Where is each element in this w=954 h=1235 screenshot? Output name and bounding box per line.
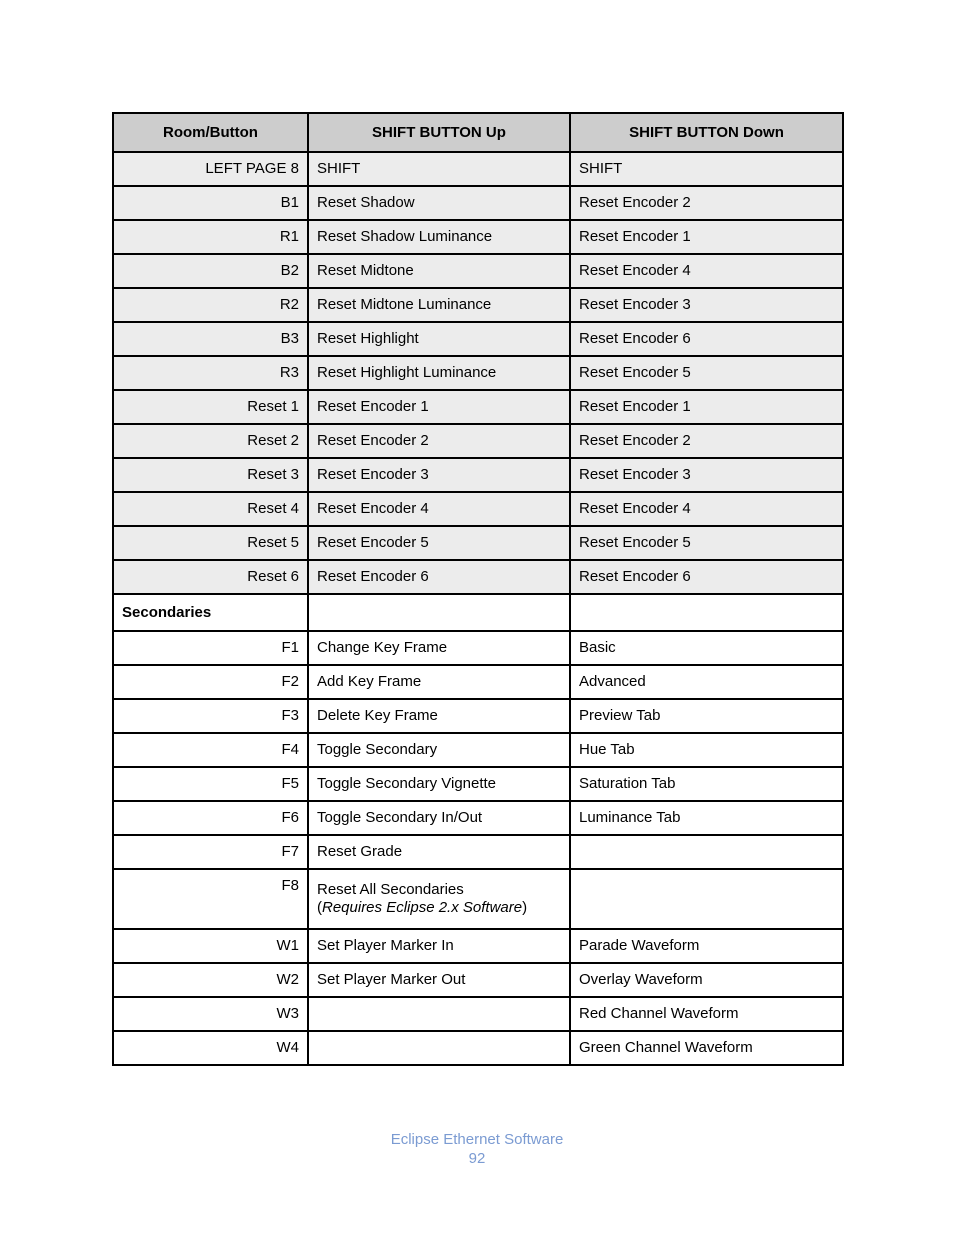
table-row <box>113 390 843 424</box>
row-shift-down: Advanced <box>570 665 843 699</box>
row-key: F7 <box>113 835 308 869</box>
row-shift-down: Reset Encoder 2 <box>570 186 843 220</box>
row-shift-up: Reset Encoder 6 <box>308 560 570 594</box>
table-row <box>113 254 843 288</box>
table-row <box>113 492 843 526</box>
row-shift-up: SHIFT <box>308 152 570 186</box>
row-shift-down: Reset Encoder 3 <box>570 458 843 492</box>
f8-note-open: ( <box>317 899 322 916</box>
row-shift-down: Saturation Tab <box>570 767 843 801</box>
table-row <box>113 186 843 220</box>
row-key: Reset 3 <box>113 458 308 492</box>
row-shift-up: Reset Midtone <box>308 254 570 288</box>
row-key: Reset 5 <box>113 526 308 560</box>
row-key: R3 <box>113 356 308 390</box>
row-shift-up: Reset Highlight <box>308 322 570 356</box>
row-shift-down: Reset Encoder 1 <box>570 220 843 254</box>
row-shift-up: Toggle Secondary Vignette <box>308 767 570 801</box>
table-row <box>113 356 843 390</box>
row-shift-up: Delete Key Frame <box>308 699 570 733</box>
row-key: Reset 1 <box>113 390 308 424</box>
row-shift-down <box>570 869 843 929</box>
row-shift-up: Reset Midtone Luminance <box>308 288 570 322</box>
row-shift-up: Set Player Marker Out <box>308 963 570 997</box>
section-empty-cell <box>570 594 843 631</box>
table-row <box>113 733 843 767</box>
page-footer <box>0 1130 954 1168</box>
footer-title: Eclipse Ethernet Software <box>390 1131 564 1148</box>
row-shift-up: Toggle Secondary <box>308 733 570 767</box>
row-shift-up: Toggle Secondary In/Out <box>308 801 570 835</box>
row-key: R1 <box>113 220 308 254</box>
row-shift-down: Hue Tab <box>570 733 843 767</box>
shift-button-mapping-table <box>112 112 844 1066</box>
header-shift-up: SHIFT BUTTON Up <box>308 113 570 152</box>
row-key: F5 <box>113 767 308 801</box>
table-row <box>113 424 843 458</box>
row-shift-down: Green Channel Waveform <box>570 1031 843 1065</box>
row-shift-up: Reset Encoder 4 <box>308 492 570 526</box>
f8-note-italic: Requires Eclipse 2.x Software <box>322 899 523 916</box>
row-key: F4 <box>113 733 308 767</box>
table-row <box>113 526 843 560</box>
row-shift-down: Reset Encoder 3 <box>570 288 843 322</box>
section-row-secondaries <box>113 594 843 631</box>
header-room-button: Room/Button <box>113 113 308 152</box>
row-shift-up: Change Key Frame <box>308 631 570 665</box>
table-row <box>113 929 843 963</box>
row-shift-down <box>570 835 843 869</box>
row-shift-down: Red Channel Waveform <box>570 997 843 1031</box>
shift-rows <box>113 152 843 594</box>
f8-action: Reset All Secondaries <box>317 881 464 898</box>
row-shift-down: Reset Encoder 1 <box>570 390 843 424</box>
row-shift-up <box>308 997 570 1031</box>
row-shift-up: Reset Encoder 3 <box>308 458 570 492</box>
table-row <box>113 322 843 356</box>
table-row <box>113 458 843 492</box>
row-key: Reset 6 <box>113 560 308 594</box>
row-key: R2 <box>113 288 308 322</box>
row-key: F1 <box>113 631 308 665</box>
page-number: 92 <box>468 1150 486 1167</box>
row-shift-down: Reset Encoder 5 <box>570 526 843 560</box>
row-shift-up: Reset Shadow Luminance <box>308 220 570 254</box>
row-shift-down: Reset Encoder 4 <box>570 254 843 288</box>
row-shift-down: Luminance Tab <box>570 801 843 835</box>
row-shift-down: Reset Encoder 6 <box>570 322 843 356</box>
row-key: B1 <box>113 186 308 220</box>
table-row <box>113 1031 843 1065</box>
row-shift-down: Basic <box>570 631 843 665</box>
row-key: F8 <box>113 869 308 929</box>
row-key: B3 <box>113 322 308 356</box>
row-shift-down: Reset Encoder 6 <box>570 560 843 594</box>
row-key: W1 <box>113 929 308 963</box>
row-shift-down: Reset Encoder 4 <box>570 492 843 526</box>
row-shift-up: Reset Encoder 2 <box>308 424 570 458</box>
table-row <box>113 767 843 801</box>
table-header-row <box>113 113 843 152</box>
row-shift-down: SHIFT <box>570 152 843 186</box>
row-key: B2 <box>113 254 308 288</box>
secondaries-rows <box>113 594 843 1065</box>
table-row <box>113 220 843 254</box>
row-shift-down: Reset Encoder 2 <box>570 424 843 458</box>
row-shift-up: Set Player Marker In <box>308 929 570 963</box>
section-title: Secondaries <box>113 594 308 631</box>
table-row <box>113 288 843 322</box>
row-shift-up: Reset Encoder 5 <box>308 526 570 560</box>
row-shift-up: Add Key Frame <box>308 665 570 699</box>
row-key: Reset 2 <box>113 424 308 458</box>
row-key: Reset 4 <box>113 492 308 526</box>
row-shift-up: Reset Highlight Luminance <box>308 356 570 390</box>
section-empty-cell <box>308 594 570 631</box>
row-shift-down: Overlay Waveform <box>570 963 843 997</box>
row-shift-up <box>308 1031 570 1065</box>
row-key: F2 <box>113 665 308 699</box>
row-key: F3 <box>113 699 308 733</box>
row-shift-up <box>308 869 570 929</box>
table-row <box>113 152 843 186</box>
row-shift-up: Reset Shadow <box>308 186 570 220</box>
f8-note-close: ) <box>522 899 528 916</box>
row-key: W4 <box>113 1031 308 1065</box>
header-shift-down: SHIFT BUTTON Down <box>570 113 843 152</box>
table-row <box>113 631 843 665</box>
table-row <box>113 801 843 835</box>
table-row <box>113 963 843 997</box>
table-row <box>113 835 843 869</box>
row-key: F6 <box>113 801 308 835</box>
row-shift-up: Reset Grade <box>308 835 570 869</box>
row-shift-down: Preview Tab <box>570 699 843 733</box>
table-row <box>113 665 843 699</box>
row-key: LEFT PAGE 8 <box>113 152 308 186</box>
table-row <box>113 699 843 733</box>
row-key: W2 <box>113 963 308 997</box>
table-row <box>113 560 843 594</box>
table-row-f8 <box>113 869 843 929</box>
table-row <box>113 997 843 1031</box>
row-shift-down: Parade Waveform <box>570 929 843 963</box>
row-shift-down: Reset Encoder 5 <box>570 356 843 390</box>
row-key: W3 <box>113 997 308 1031</box>
row-shift-up: Reset Encoder 1 <box>308 390 570 424</box>
